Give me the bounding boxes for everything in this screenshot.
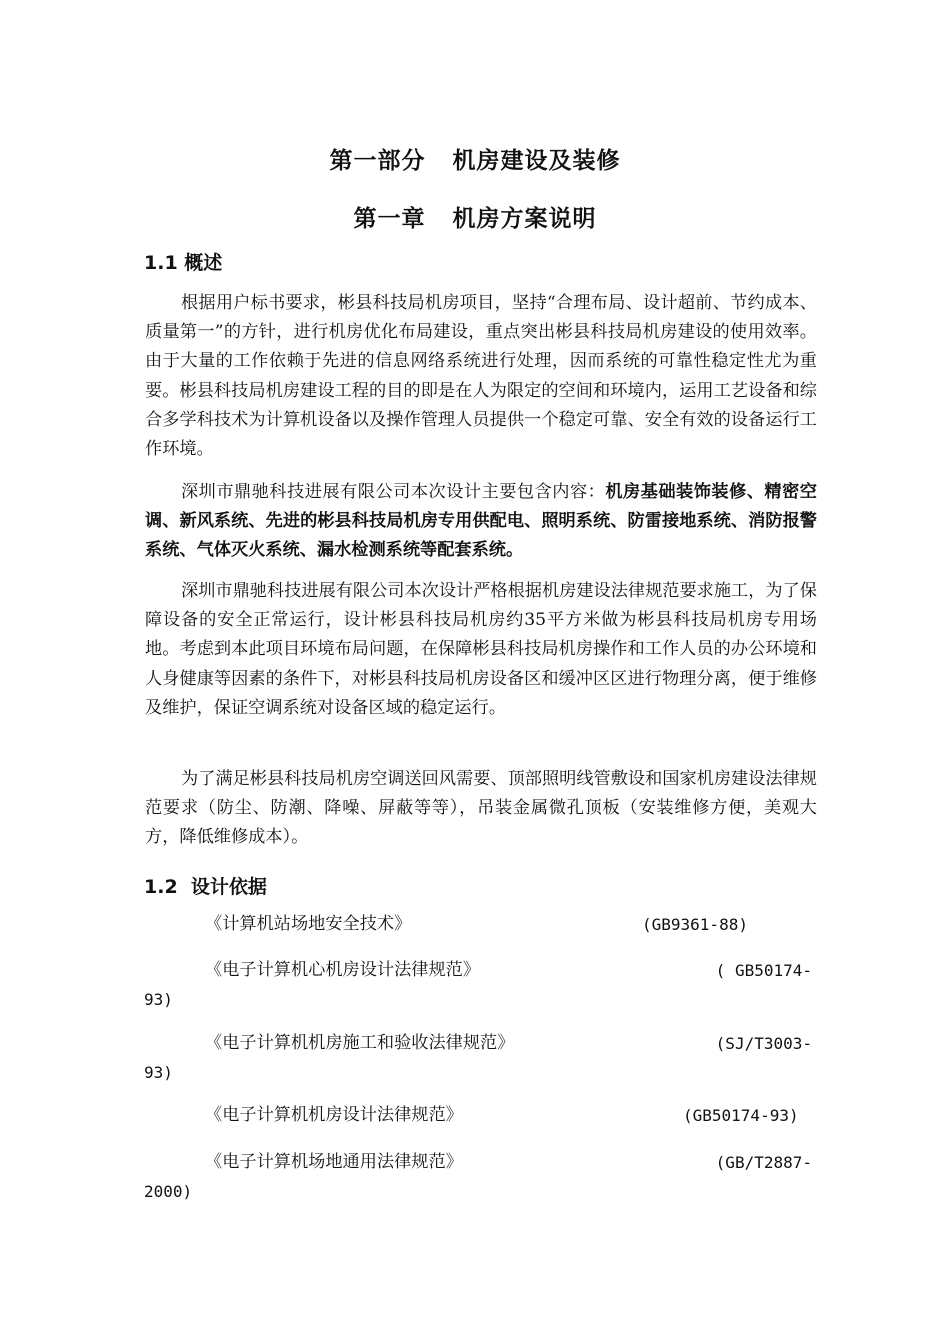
reference-code-continuation: 2000) xyxy=(144,1182,193,1201)
reference-code-continuation: 93) xyxy=(144,1063,173,1082)
section-heading-1-2: 1.2 设计依据 xyxy=(144,876,267,898)
reference-name: 《电子计算机机房设计法律规范》 xyxy=(205,1105,463,1125)
reference-code: ( GB50174- xyxy=(715,961,812,980)
reference-code: (SJ/T3003- xyxy=(715,1034,812,1053)
reference-item xyxy=(144,1101,812,1130)
chapter-title: 第一章 机房方案说明 xyxy=(353,206,597,232)
design-scope-lead: 深圳市鼎驰科技进展有限公司本次设计主要包含内容： xyxy=(181,482,606,502)
paragraph-design-scope xyxy=(145,478,817,566)
part-title: 第一部分 机房建设及装修 xyxy=(329,148,621,174)
reference-code: (GB/T2887- xyxy=(715,1153,812,1172)
reference-item xyxy=(144,1029,812,1082)
reference-item xyxy=(144,956,812,1009)
reference-item xyxy=(144,1148,812,1201)
reference-name: 《计算机站场地安全技术》 xyxy=(205,914,412,934)
reference-code-continuation: 93) xyxy=(144,990,173,1009)
reference-name: 《电子计算机心机房设计法律规范》 xyxy=(205,960,481,980)
design-scope-items: 机房基础装饰装修、精密空调、新风系统、先进的彬县科技局机房专用供配电、照明系统、防雷接地系统、消防报警系统、气体灭火系统、漏水检测系统等配套系统。 xyxy=(145,482,817,561)
paragraph-construction: 深圳市鼎驰科技进展有限公司本次设计严格根据机房建设法律规范要求施工，为了保障设备的安全正常运行，设计彬县科技局机房约35平方米做为彬县科技局机房专用场地。考虑到本此项目环境布局问题，在保障彬县科技局机房操作和工作人员的办公环境和人身健康等因素的条件下，对彬县科技局机房设备区和缓冲区区进行物理分离，便于维修及维护，保证空调系统对设备区域的稳定运行。 xyxy=(145,581,817,718)
reference-name: 《电子计算机机房施工和验收法律规范》 xyxy=(205,1033,515,1053)
reference-code: (GB50174-93) xyxy=(683,1106,799,1125)
paragraph-ceiling: 为了满足彬县科技局机房空调送回风需要、顶部照明线管敷设和国家机房建设法律规范要求（防尘、防潮、降噪、屏蔽等等），吊装金属微孔顶板（安装维修方便，美观大方，降低维修成本）。 xyxy=(145,769,817,848)
section-heading-1-1: 1.1 概述 xyxy=(144,252,223,274)
reference-name: 《电子计算机场地通用法律规范》 xyxy=(205,1152,463,1172)
paragraph-overview: 根据用户标书要求，彬县科技局机房项目，坚持“合理布局、设计超前、节约成本、质量第一”的方针，进行机房优化布局建设，重点突出彬县科技局机房建设的使用效率。由于大量的工作依赖于先进的信息网络系统进行处理，因而系统的可靠性稳定性尤为重要。彬县科技局机房建设工程的目的即是在人为限定的空间和环境内，运用工艺设备和综合多学科技术为计算机设备以及操作管理人员提供一个稳定可靠、安全有效的设备运行工作环境。 xyxy=(145,293,817,460)
reference-code: (GB9361-88) xyxy=(642,915,748,934)
reference-item xyxy=(144,910,812,939)
